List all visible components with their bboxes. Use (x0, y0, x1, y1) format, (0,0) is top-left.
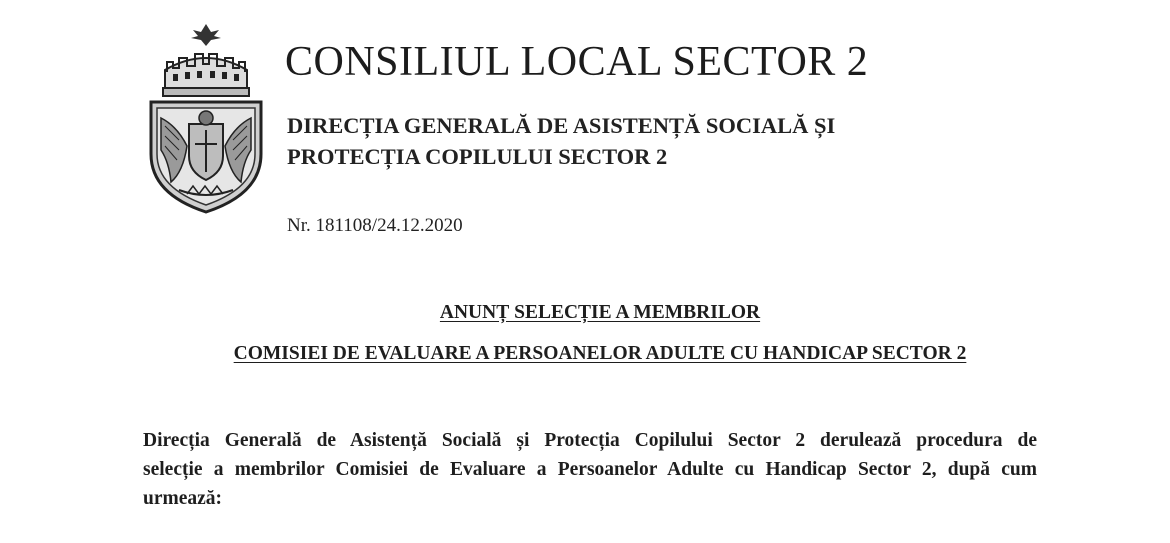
directorate-line-2: PROTECȚIA COPILULUI SECTOR 2 (287, 144, 668, 169)
body-line-3: urmează: (143, 488, 223, 509)
council-title: CONSILIUL LOCAL SECTOR 2 (285, 39, 869, 85)
body-line-1: Direcția Generală de Asistență Socială și Protecția Copilului Sector 2 derulează procedura de (143, 430, 1037, 451)
coat-of-arms-icon (143, 22, 269, 214)
directorate-name (287, 110, 835, 172)
registration-number: Nr. 181108/24.12.2020 (287, 215, 463, 236)
body-line-2: selecție a membrilor Comisiei de Evaluare a Persoanelor Adulte cu Handicap Sector 2, după cum (143, 459, 1037, 480)
announcement-body (143, 426, 1043, 513)
announcement-title-line-2: COMISIEI DE EVALUARE A PERSOANELOR ADULTE CU HANDICAP SECTOR 2 (233, 343, 967, 364)
directorate-line-1: DIRECȚIA GENERALĂ DE ASISTENȚĂ SOCIALĂ ȘI (287, 113, 836, 138)
announcement-title-line-1: ANUNȚ SELECȚIE A MEMBRILOR (439, 302, 761, 323)
